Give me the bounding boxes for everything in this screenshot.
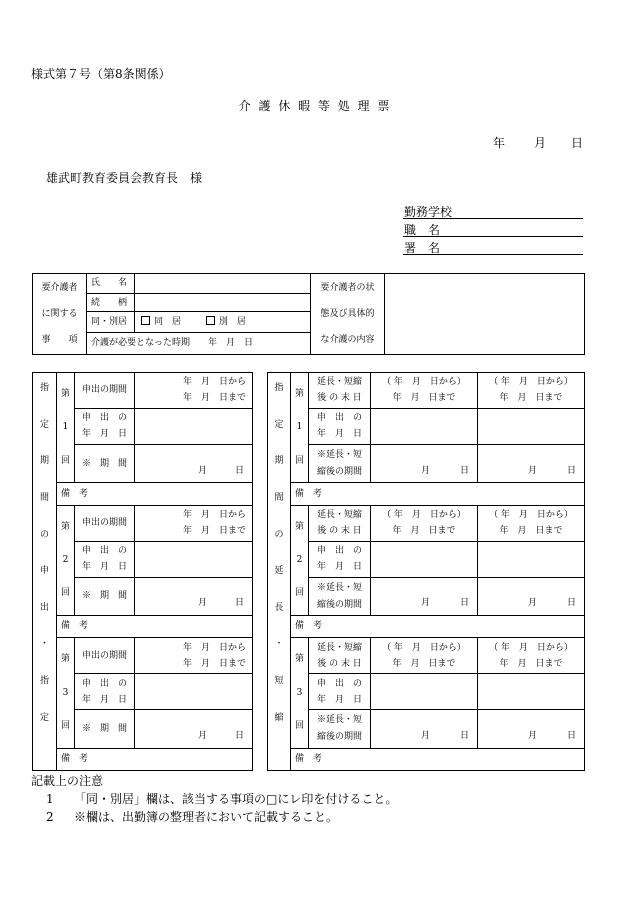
ext-round-1-label: 第 1 回 bbox=[291, 373, 309, 483]
cohab-same-option[interactable]: 同 居 bbox=[135, 317, 181, 327]
checkbox-icon[interactable] bbox=[206, 316, 215, 325]
status-value[interactable] bbox=[385, 274, 585, 355]
remarks-row[interactable]: 備 考 bbox=[57, 616, 253, 638]
ext-request-date-label: 申 出 の 年 月 日 bbox=[309, 674, 371, 710]
ext-request-date-b[interactable] bbox=[478, 409, 585, 445]
note-2-number: 2 bbox=[46, 810, 54, 824]
end-value-a[interactable]: （ 年 月 日から） 年 月 日まで bbox=[371, 638, 478, 674]
relation-label: 続 柄 bbox=[87, 294, 135, 312]
period-mark-value[interactable]: 月 日 bbox=[135, 710, 253, 748]
period-value[interactable]: 年 月 日から 年 月 日まで bbox=[135, 505, 253, 541]
ext-request-date-a[interactable] bbox=[371, 409, 478, 445]
extended-period-b[interactable]: 月 日 bbox=[478, 710, 585, 748]
request-date-value[interactable] bbox=[135, 674, 253, 710]
ext-remarks-row[interactable]: 備 考 bbox=[291, 483, 585, 505]
extension-table bbox=[267, 372, 585, 771]
ext-request-date-b[interactable] bbox=[478, 674, 585, 710]
period-label: 申出の期間 bbox=[75, 638, 135, 674]
cohab-label: 同・別居 bbox=[87, 312, 135, 332]
signature-line bbox=[403, 254, 583, 255]
note-1-number: 1 bbox=[46, 792, 54, 806]
end-label: 延長・短縮 後 の 末 日 bbox=[309, 505, 371, 541]
designation-vertical-title: 指 定 期 間 の 申 出 ・ 指 定 bbox=[33, 373, 57, 771]
extended-period-a[interactable]: 月 日 bbox=[371, 445, 478, 483]
ext-request-date-b[interactable] bbox=[478, 541, 585, 577]
end-value-b[interactable]: （ 年 月 日から） 年 月 日まで bbox=[478, 505, 585, 541]
need-since-row: 介護が必要となった時期 年 月 日 bbox=[87, 332, 311, 354]
period-label: 申出の期間 bbox=[75, 505, 135, 541]
extended-period-label: ※延長・短 縮後の期間 bbox=[309, 445, 371, 483]
extended-period-a[interactable]: 月 日 bbox=[371, 710, 478, 748]
ext-round-2-label: 第 2 回 bbox=[291, 505, 309, 615]
period-value[interactable]: 年 月 日から 年 月 日まで bbox=[135, 638, 253, 674]
ext-request-date-a[interactable] bbox=[371, 674, 478, 710]
care-left-header: 要介護者 に関する 事 項 bbox=[33, 274, 87, 355]
end-value-b[interactable]: （ 年 月 日から） 年 月 日まで bbox=[478, 373, 585, 409]
name-value[interactable] bbox=[135, 274, 311, 294]
ext-request-date-a[interactable] bbox=[371, 541, 478, 577]
period-mark-label: ※ 期 間 bbox=[75, 710, 135, 748]
signature-label: 署 名 bbox=[404, 241, 441, 255]
request-date-value[interactable] bbox=[135, 409, 253, 445]
school-line bbox=[403, 218, 583, 219]
period-mark-label: ※ 期 間 bbox=[75, 445, 135, 483]
note-1-text: 「同・別居」欄は、該当する事項の□にレ印を付けること。 bbox=[74, 792, 398, 806]
school-label: 勤務学校 bbox=[404, 205, 453, 219]
round-2-label: 第 2 回 bbox=[57, 505, 75, 615]
request-date-label: 申 出 の 年 月 日 bbox=[75, 674, 135, 710]
form-title: 介 護 休 暇 等 処 理 票 bbox=[238, 99, 392, 113]
date-day: 日 bbox=[571, 136, 584, 150]
ext-remarks-row[interactable]: 備 考 bbox=[291, 616, 585, 638]
ext-request-date-label: 申 出 の 年 月 日 bbox=[309, 541, 371, 577]
end-value-a[interactable]: （ 年 月 日から） 年 月 日まで bbox=[371, 505, 478, 541]
name-label: 氏 名 bbox=[87, 274, 135, 294]
request-date-value[interactable] bbox=[135, 541, 253, 577]
form-number: 様式第７号（第8条関係） bbox=[31, 67, 171, 81]
date-year: 年 bbox=[493, 136, 506, 150]
period-mark-label: ※ 期 間 bbox=[75, 577, 135, 615]
checkbox-icon[interactable] bbox=[141, 316, 150, 325]
end-label: 延長・短縮 後 の 末 日 bbox=[309, 373, 371, 409]
position-line bbox=[403, 236, 583, 237]
ext-request-date-label: 申 出 の 年 月 日 bbox=[309, 409, 371, 445]
round-3-label: 第 3 回 bbox=[57, 638, 75, 748]
position-label: 職 名 bbox=[404, 223, 441, 237]
extended-period-label: ※延長・短 縮後の期間 bbox=[309, 710, 371, 748]
end-value-a[interactable]: （ 年 月 日から） 年 月 日まで bbox=[371, 373, 478, 409]
request-date-label: 申 出 の 年 月 日 bbox=[75, 541, 135, 577]
extended-period-label: ※延長・短 縮後の期間 bbox=[309, 577, 371, 615]
extension-vertical-title: 指 定 期 間 の 延 長 ・ 短 縮 bbox=[268, 373, 291, 771]
care-recipient-table bbox=[32, 273, 585, 355]
ext-round-3-label: 第 3 回 bbox=[291, 638, 309, 748]
extended-period-b[interactable]: 月 日 bbox=[478, 445, 585, 483]
designation-table bbox=[32, 372, 253, 771]
extended-period-b[interactable]: 月 日 bbox=[478, 577, 585, 615]
note-2-text: ※欄は、出勤簿の整理者において記載すること。 bbox=[74, 810, 339, 824]
end-value-b[interactable]: （ 年 月 日から） 年 月 日まで bbox=[478, 638, 585, 674]
addressee: 雄武町教育委員会教育長 様 bbox=[46, 171, 203, 185]
date-month: 月 bbox=[534, 136, 547, 150]
notes-heading: 記載上の注意 bbox=[31, 774, 104, 788]
round-1-label: 第 1 回 bbox=[57, 373, 75, 483]
period-label: 申出の期間 bbox=[75, 373, 135, 409]
end-label: 延長・短縮 後 の 末 日 bbox=[309, 638, 371, 674]
cohab-options bbox=[135, 312, 311, 332]
cohab-separate-option[interactable]: 別 居 bbox=[184, 317, 246, 327]
period-mark-value[interactable]: 月 日 bbox=[135, 577, 253, 615]
period-mark-value[interactable]: 月 日 bbox=[135, 445, 253, 483]
status-header: 要介護者の状 態及び具体的 な介護の内容 bbox=[311, 274, 385, 355]
request-date-label: 申 出 の 年 月 日 bbox=[75, 409, 135, 445]
period-value[interactable]: 年 月 日から 年 月 日まで bbox=[135, 373, 253, 409]
ext-remarks-row[interactable]: 備 考 bbox=[291, 748, 585, 770]
relation-value[interactable] bbox=[135, 294, 311, 312]
remarks-row[interactable]: 備 考 bbox=[57, 483, 253, 505]
remarks-row[interactable]: 備 考 bbox=[57, 748, 253, 770]
extended-period-a[interactable]: 月 日 bbox=[371, 577, 478, 615]
